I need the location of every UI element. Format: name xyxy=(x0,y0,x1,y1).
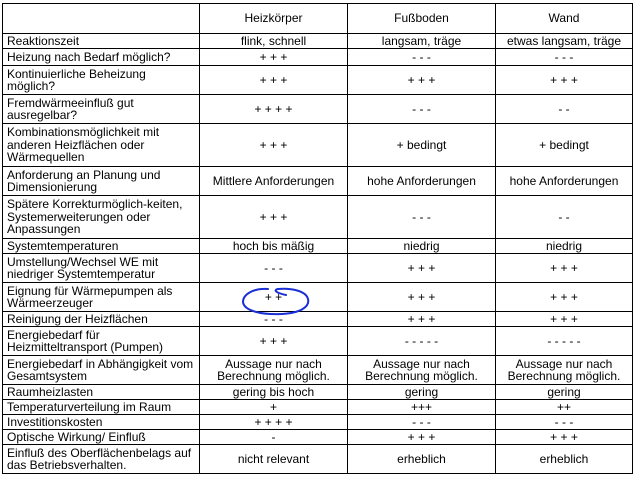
cell-wand: - - - xyxy=(496,415,633,430)
cell-heizkoerper: + + + xyxy=(200,124,348,167)
cell-fussboden: + + + xyxy=(348,430,496,445)
row-label: Fremdwärmeeinfluß gut ausregelbar? xyxy=(3,95,200,124)
row-label: Reaktionszeit xyxy=(3,34,200,49)
cell-fussboden: + + + xyxy=(348,66,496,95)
cell-heizkoerper: + + xyxy=(200,283,348,312)
cell-heizkoerper: hoch bis mäßig xyxy=(200,239,348,254)
cell-fussboden: + + + xyxy=(348,283,496,312)
cell-fussboden: niedrig xyxy=(348,239,496,254)
cell-heizkoerper: + + + xyxy=(200,196,348,239)
row-label: Spätere Korrekturmöglich-keiten, Systemerweiterungen oder Anpassungen xyxy=(3,196,200,239)
cell-heizkoerper: flink, schnell xyxy=(200,34,348,49)
table-row xyxy=(3,66,633,95)
table-row xyxy=(3,385,633,400)
cell-wand: - - - xyxy=(496,49,633,66)
comparison-table-wrapper xyxy=(2,3,633,474)
cell-wand: niedrig xyxy=(496,239,633,254)
cell-heizkoerper: - - - xyxy=(200,254,348,283)
row-label: Umstellung/Wechsel WE mit niedriger Systemtemperatur xyxy=(3,254,200,283)
row-label: Kontinuierliche Beheizung möglich? xyxy=(3,66,200,95)
table-row xyxy=(3,167,633,196)
cell-wand: Aussage nur nach Berechnung möglich. xyxy=(496,356,633,385)
cell-heizkoerper: + + + + xyxy=(200,415,348,430)
header-row xyxy=(3,4,633,34)
cell-fussboden: hohe Anforderungen xyxy=(348,167,496,196)
cell-heizkoerper: + + + xyxy=(200,66,348,95)
cell-wand: gering xyxy=(496,385,633,400)
row-label: Energiebedarf in Abhängigkeit vom Gesamtsystem xyxy=(3,356,200,385)
table-row xyxy=(3,124,633,167)
row-label: Eignung für Wärmepumpen als Wärmeerzeuger xyxy=(3,283,200,312)
cell-heizkoerper: gering bis hoch xyxy=(200,385,348,400)
table-row xyxy=(3,356,633,385)
row-label: Reinigung der Heizflächen xyxy=(3,312,200,327)
table-row xyxy=(3,415,633,430)
row-label: Raumheizlasten xyxy=(3,385,200,400)
header-corner-cell xyxy=(3,4,200,34)
header-wand: Wand xyxy=(496,4,633,34)
table-row xyxy=(3,400,633,415)
table-row xyxy=(3,283,633,312)
cell-wand: etwas langsam, träge xyxy=(496,34,633,49)
cell-wand: + bedingt xyxy=(496,124,633,167)
cell-wand: + + + xyxy=(496,312,633,327)
row-label: Heizung nach Bedarf möglich? xyxy=(3,49,200,66)
cell-heizkoerper: - - - xyxy=(200,312,348,327)
cell-fussboden: +++ xyxy=(348,400,496,415)
cell-wand: + + + xyxy=(496,66,633,95)
table-row xyxy=(3,327,633,356)
heating-comparison-table xyxy=(2,3,633,474)
cell-wand: + + + xyxy=(496,254,633,283)
row-label: Systemtemperaturen xyxy=(3,239,200,254)
cell-wand: - - xyxy=(496,95,633,124)
header-heizkoerper: Heizkörper xyxy=(200,4,348,34)
table-row xyxy=(3,445,633,474)
cell-wand: + + + xyxy=(496,430,633,445)
table-row xyxy=(3,95,633,124)
cell-wand: erheblich xyxy=(496,445,633,474)
cell-heizkoerper: Mittlere Anforderungen xyxy=(200,167,348,196)
cell-heizkoerper: Aussage nur nach Berechnung möglich. xyxy=(200,356,348,385)
cell-fussboden: Aussage nur nach Berechnung möglich. xyxy=(348,356,496,385)
row-label: Investitionskosten xyxy=(3,415,200,430)
row-label: Anforderung an Planung und Dimensionierung xyxy=(3,167,200,196)
cell-fussboden: + + + xyxy=(348,312,496,327)
cell-fussboden: - - - xyxy=(348,415,496,430)
row-label: Optische Wirkung/ Einfluß xyxy=(3,430,200,445)
cell-fussboden: + + + xyxy=(348,254,496,283)
cell-fussboden: langsam, träge xyxy=(348,34,496,49)
row-label: Einfluß des Oberflächenbelags auf das Betriebsverhalten. xyxy=(3,445,200,474)
header-fussboden: Fußboden xyxy=(348,4,496,34)
row-label: Kombinationsmöglichkeit mit anderen Heizflächen oder Wärmequellen xyxy=(3,124,200,167)
cell-heizkoerper: - xyxy=(200,430,348,445)
table-row xyxy=(3,49,633,66)
table-row xyxy=(3,312,633,327)
cell-fussboden: + bedingt xyxy=(348,124,496,167)
cell-wand: - - - - - xyxy=(496,327,633,356)
row-label: Energiebedarf für Heizmitteltransport (Pumpen) xyxy=(3,327,200,356)
table-row xyxy=(3,196,633,239)
cell-fussboden: - - - xyxy=(348,196,496,239)
cell-heizkoerper: + + + xyxy=(200,49,348,66)
table-row xyxy=(3,254,633,283)
cell-wand: hohe Anforderungen xyxy=(496,167,633,196)
cell-wand: - - xyxy=(496,196,633,239)
table-row xyxy=(3,34,633,49)
cell-heizkoerper: nicht relevant xyxy=(200,445,348,474)
row-label: Temperaturverteilung im Raum xyxy=(3,400,200,415)
cell-heizkoerper: + + + + xyxy=(200,95,348,124)
table-row xyxy=(3,430,633,445)
cell-fussboden: erheblich xyxy=(348,445,496,474)
cell-wand: + + + xyxy=(496,283,633,312)
cell-fussboden: gering xyxy=(348,385,496,400)
cell-fussboden: - - - xyxy=(348,95,496,124)
cell-fussboden: - - - xyxy=(348,49,496,66)
cell-wand: ++ xyxy=(496,400,633,415)
cell-heizkoerper: + + + xyxy=(200,327,348,356)
table-row xyxy=(3,239,633,254)
cell-fussboden: - - - - - xyxy=(348,327,496,356)
cell-heizkoerper: + xyxy=(200,400,348,415)
